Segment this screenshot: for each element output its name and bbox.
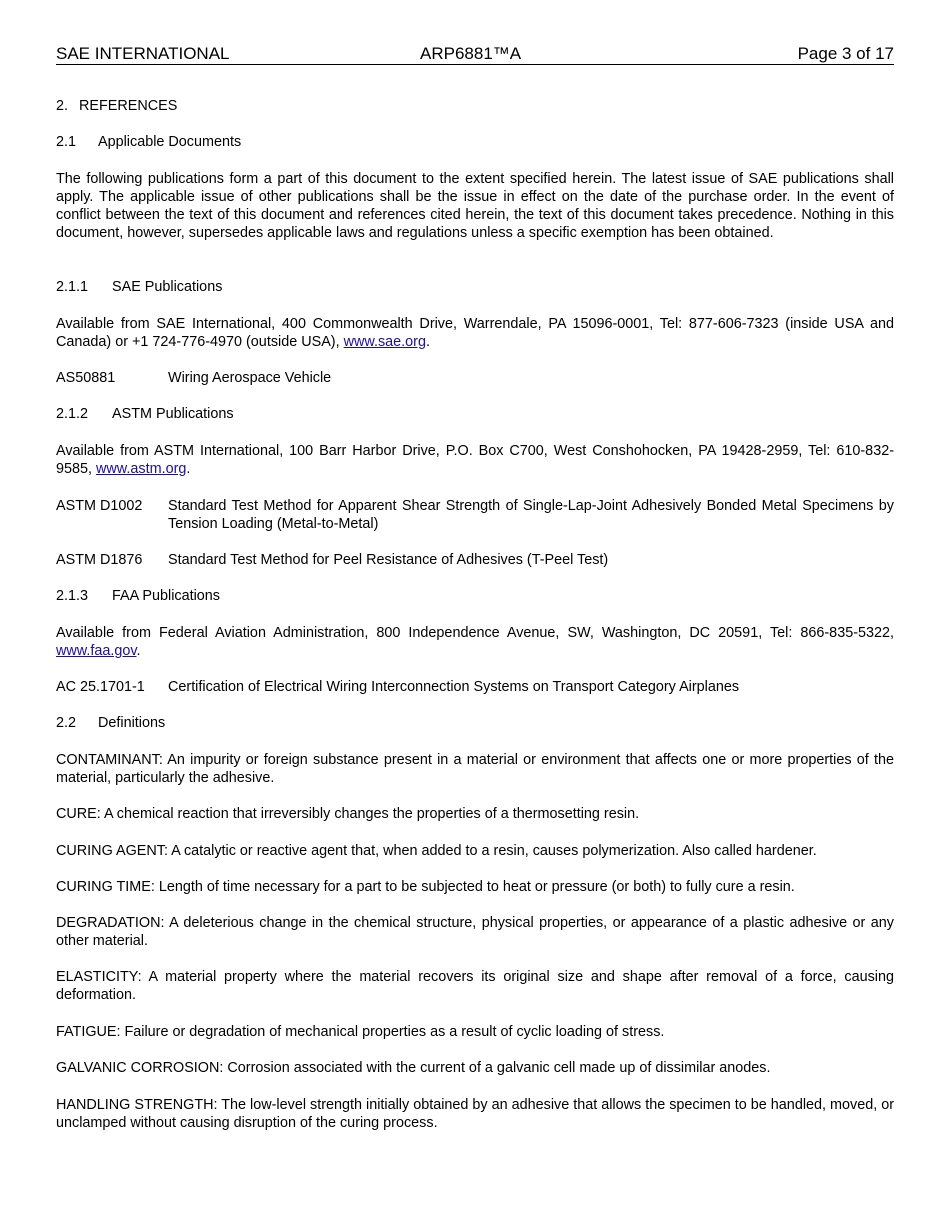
section-number: 2.1.1 (56, 279, 89, 295)
section-title: Definitions (98, 715, 166, 731)
definition-cure: CURE: A chemical reaction that irreversibly changes the properties of a thermosetting resin. (56, 806, 640, 822)
period: . (186, 461, 191, 477)
reference-entry (56, 551, 894, 569)
availability-text: Available from Federal Aviation Administration, 800 Independence Avenue, SW, Washington, DC 20591, Tel: 866-835-5322, (56, 625, 894, 641)
reference-title: Standard Test Method for Apparent Shear Strength of Single-Lap-Joint Adhesively Bonded Metal Specimens by Tension Loading (Metal-to-Metal) (168, 498, 894, 532)
definition-elasticity: ELASTICITY: A material property where the material recovers its original size and shape after removal of a force, causing deformation. (56, 969, 894, 1003)
section-heading-2-2 (56, 714, 894, 732)
section-number: 2.2 (56, 715, 77, 731)
section-number: 2.1 (56, 134, 77, 150)
definition-fatigue: FATIGUE: Failure or degradation of mechanical properties as a result of cyclic loading of stress. (56, 1024, 665, 1040)
section-heading-2-1-3 (56, 587, 894, 605)
reference-entry (56, 678, 894, 696)
sae-website-link[interactable]: www.sae.org (343, 334, 426, 350)
definition-handling-strength: HANDLING STRENGTH: The low-level strength initially obtained by an adhesive that allows the specimen to be handled, moved, or unclamped without causing disruption of the curing process. (56, 1097, 895, 1131)
reference-code: ASTM D1002 (56, 498, 143, 514)
faa-website-link[interactable]: www.faa.gov (56, 643, 137, 659)
header-doc-id: ARP6881™A (420, 44, 522, 63)
reference-entry (56, 369, 894, 387)
reference-entry (56, 497, 894, 533)
definition-curing-time: CURING TIME: Length of time necessary for a part to be subjected to heat or pressure (or both) to fully cure a resin. (56, 879, 795, 895)
astm-availability-paragraph (56, 442, 894, 478)
section-heading-2-1 (56, 133, 894, 151)
availability-text: Available from SAE International, 400 Commonwealth Drive, Warrendale, PA 15096-0001, Tel: 877-606-7323 (inside USA and Canada) or +1 724-776-4970 (outside USA), (56, 316, 894, 350)
period: . (136, 643, 141, 659)
reference-title: Wiring Aerospace Vehicle (168, 370, 332, 386)
section-heading-2-1-1 (56, 278, 894, 296)
faa-availability-paragraph (56, 624, 894, 660)
period: . (425, 334, 430, 350)
reference-code: AC 25.1701-1 (56, 679, 145, 695)
sae-availability-paragraph (56, 315, 894, 351)
section-title: SAE Publications (112, 279, 223, 295)
header-page-number: Page 3 of 17 (797, 44, 894, 63)
section-title: REFERENCES (79, 98, 178, 114)
section-title: FAA Publications (112, 588, 220, 604)
reference-code: ASTM D1876 (56, 552, 143, 568)
section-number: 2.1.2 (56, 406, 89, 422)
page-header (56, 44, 894, 65)
section-heading-2-1-2 (56, 405, 894, 423)
reference-title: Standard Test Method for Peel Resistance of Adhesives (T-Peel Test) (168, 552, 609, 568)
reference-title: Certification of Electrical Wiring Interconnection Systems on Transport Category Airplanes (168, 679, 740, 695)
section-title: ASTM Publications (112, 406, 234, 422)
section-heading-2 (56, 97, 894, 115)
availability-text: Available from ASTM International, 100 Barr Harbor Drive, P.O. Box C700, West Conshohocken, PA 19428-2959, Tel: 610-832-9585, (56, 443, 894, 477)
definition-galvanic-corrosion: GALVANIC CORROSION: Corrosion associated with the current of a galvanic cell made up of dissimilar anodes. (56, 1060, 771, 1076)
section-title: Applicable Documents (98, 134, 242, 150)
definition-curing-agent: CURING AGENT: A catalytic or reactive agent that, when added to a resin, causes polymerization. Also called hardener. (56, 843, 817, 859)
definition-degradation: DEGRADATION: A deleterious change in the chemical structure, physical properties, or appearance of a plastic adhesive or any other material. (56, 915, 894, 949)
reference-code: AS50881 (56, 370, 116, 386)
section-number: 2.1.3 (56, 588, 89, 604)
applicable-documents-paragraph: The following publications form a part of this document to the extent specified herein. The latest issue of SAE publications shall apply. The applicable issue of other publications shall be the issue in effect on the date of the purchase order. In the event of conflict between the text of this document and references cited herein, the text of this document takes precedence. Nothing in this document, however, supersedes applicable laws and regulations unless a specific exemption has been obtained. (56, 171, 894, 241)
definition-contaminant: CONTAMINANT: An impurity or foreign substance present in a material or environment that affects one or more properties of the material, particularly the adhesive. (56, 752, 894, 786)
astm-website-link[interactable]: www.astm.org (96, 461, 187, 477)
header-org: SAE INTERNATIONAL (56, 44, 230, 63)
section-number: 2. (56, 98, 69, 114)
